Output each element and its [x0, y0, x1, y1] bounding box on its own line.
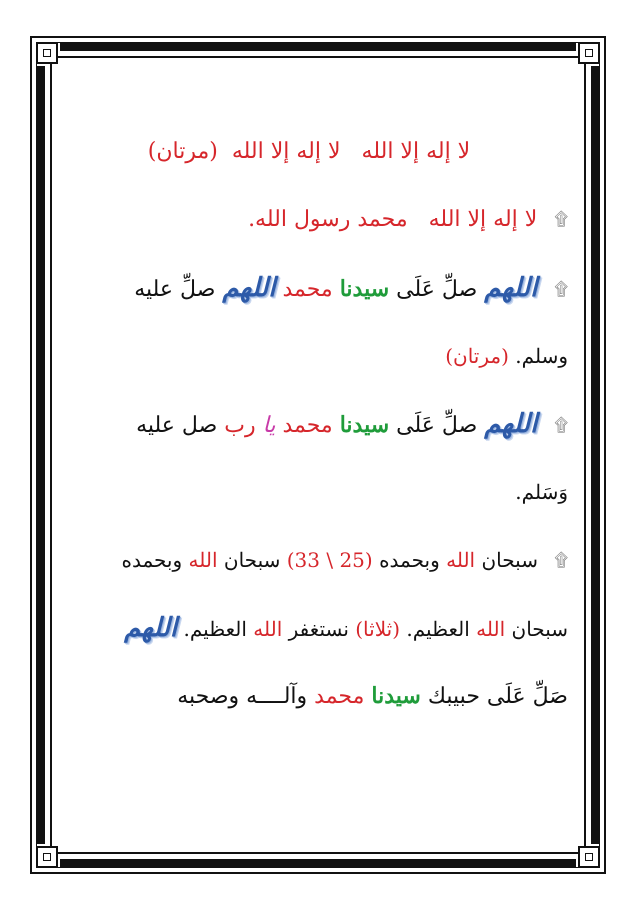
- allah: الله: [476, 617, 506, 641]
- border-rail-top: [58, 56, 578, 58]
- sajda-marker-icon: ۩: [554, 415, 568, 436]
- repeat-note: (مرتان): [147, 139, 218, 164]
- salli: صلِّ: [441, 277, 478, 302]
- repeat-count: (ثلاثا): [355, 617, 401, 641]
- allah: الله: [446, 548, 476, 572]
- allah-2: الله: [253, 617, 283, 641]
- ya: يا: [262, 413, 276, 438]
- sajda-marker-icon: ۩: [554, 209, 568, 230]
- salli: صلِّ: [441, 413, 478, 438]
- subhan-2: سبحان: [223, 548, 281, 572]
- line-8: [70, 594, 568, 662]
- muhammad: محمد: [282, 277, 333, 302]
- wa-bihamdihi-2: وبحمده: [121, 548, 183, 572]
- repeat-note: (مرتان): [445, 344, 509, 368]
- border-bar-right: [591, 66, 600, 844]
- allahumma: اللهم: [484, 273, 538, 303]
- line-2: [70, 186, 568, 254]
- sayyidina: سيدنا: [339, 276, 390, 302]
- al-azim: العظيم.: [406, 617, 470, 641]
- wa-bihamdihi: وبحمده: [379, 548, 440, 572]
- ala: عَلَى: [396, 277, 435, 302]
- border-bar-left: [36, 66, 45, 844]
- allahumma: اللهم: [484, 409, 538, 439]
- salli-ala-habibik: صَلِّ عَلَى حبيبك: [427, 684, 568, 709]
- allah-2: الله: [188, 548, 218, 572]
- corner-ornament-top-right: [578, 42, 600, 64]
- line-1: [70, 118, 568, 186]
- sayyidina: سيدنا: [371, 683, 421, 709]
- tahlil-1: لا إله إلا الله: [361, 139, 471, 164]
- corner-ornament-top-left: [36, 42, 58, 64]
- repeat-count: (25 \ 33): [286, 548, 373, 572]
- line-9: [70, 662, 568, 730]
- sajda-marker-icon: ۩: [554, 279, 568, 300]
- sayyidina: سيدنا: [339, 412, 390, 438]
- corner-ornament-bottom-left: [36, 846, 58, 868]
- allahumma: اللهم: [124, 613, 178, 643]
- border-bar-top: [60, 42, 576, 51]
- muhammad: محمد: [282, 413, 333, 438]
- name-muhammad: محمد: [357, 207, 408, 232]
- subhan: سبحان: [511, 617, 568, 641]
- tahlil-2: لا إله إلا الله: [231, 139, 341, 164]
- dhikr-text: [70, 118, 568, 730]
- line-3: [70, 254, 568, 322]
- wa-alihi-wa-sahbihi: وآلــــه وصحبه: [177, 684, 308, 709]
- line-6: [70, 458, 568, 526]
- nastaghfir: نستغفر: [288, 617, 349, 641]
- al-azim-2: العظيم.: [183, 617, 247, 641]
- border-rail-left: [50, 64, 52, 846]
- border-rail-bottom: [58, 852, 578, 854]
- rabb: رب: [224, 413, 256, 438]
- subhan: سبحان: [481, 548, 538, 572]
- line-7: [70, 526, 568, 594]
- rasul-allah: رسول الله.: [248, 207, 351, 232]
- line-4: [70, 322, 568, 390]
- border-rail-right: [584, 64, 586, 846]
- allahumma-2: اللهم: [222, 273, 276, 303]
- wa-sallam: وسلم.: [515, 344, 568, 368]
- ala: عَلَى: [396, 413, 435, 438]
- salli-alayhi: صل عليه: [136, 413, 218, 438]
- border-bar-bottom: [60, 859, 576, 868]
- salli-alayhi: صلِّ عليه: [134, 277, 216, 302]
- corner-ornament-bottom-right: [578, 846, 600, 868]
- muhammad: محمد: [314, 684, 365, 709]
- sajda-marker-icon: ۩: [554, 550, 568, 571]
- wa-sallam: وَسَلم.: [515, 480, 568, 504]
- line-5: [70, 390, 568, 458]
- tahlil: لا إله إلا الله: [428, 207, 538, 232]
